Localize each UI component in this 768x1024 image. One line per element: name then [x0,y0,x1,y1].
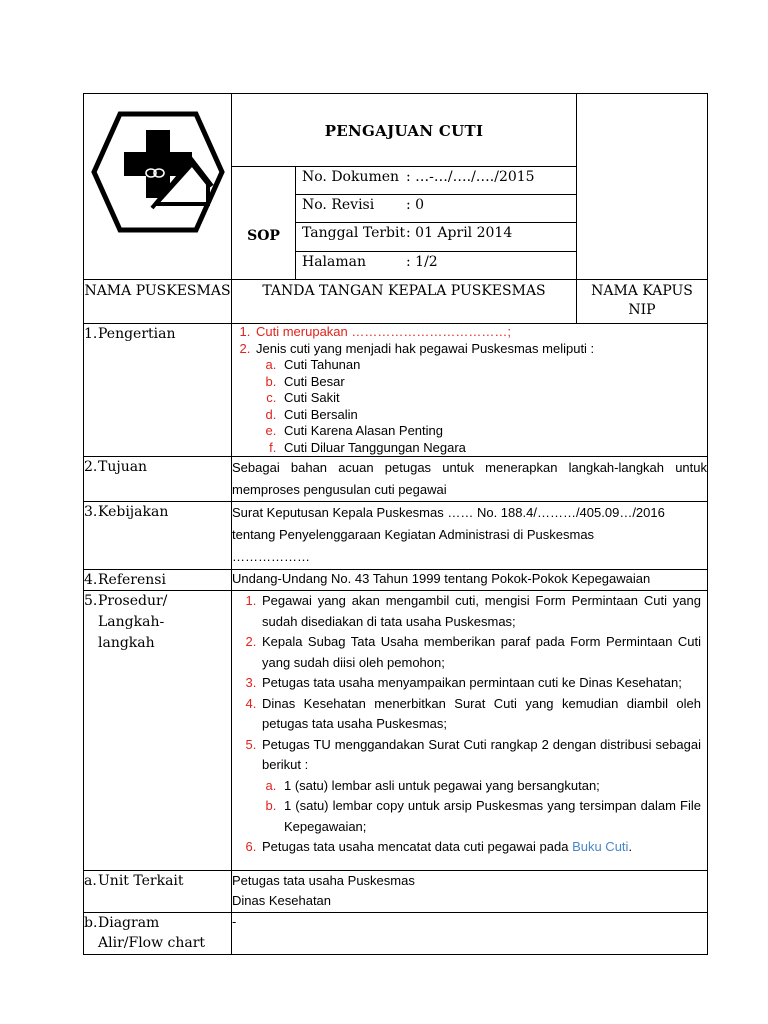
list-item: Petugas tata usaha Puskesmas [232,873,415,888]
meta-key: Tanggal Terbit [302,225,406,242]
kebijakan-line: Surat Keputusan Kepala Puskesmas …… No. 188.4/………/405.09…/2016 [232,505,665,520]
meta-table [296,167,576,279]
referensi-text: Undang-Undang No. 43 Tahun 1999 tentang Pokok-Pokok Kepegawaian [232,571,651,586]
meta-value: : 01 April 2014 [406,225,513,242]
list-item: c. Cuti Sakit [280,390,707,407]
meta-row [296,251,576,279]
section-number: 2. [84,459,98,475]
section-label-prosedur [84,591,232,871]
section-title [98,913,205,953]
list-item: 1. Pegawai yang akan mengambil cuti, mengisi Form Permintaan Cuti yang sudah disediakan di tata usaha Puskesmas; [260,591,701,632]
pengertian-content [232,324,708,457]
list-item: e. Cuti Karena Alasan Penting [280,423,707,440]
list-item-end: . [628,839,633,854]
prosedur-label-line: Langkah- [98,614,165,630]
list-item: a. Cuti Tahunan [280,357,707,374]
page-title: PENGAJUAN CUTI [324,122,484,140]
list-item: d. Cuti Bersalin [280,407,707,424]
section-number: a. [84,873,97,889]
meta-key: No. Revisi [302,197,375,214]
meta-block [232,166,576,279]
prosedur-label-line: Prosedur/ [98,593,168,609]
section-number: 4. [84,572,98,588]
kebijakan-line: tentang Penyelenggaraan Kegiatan Administrasi di Puskesmas [232,527,595,542]
meta-value: : …-…/…./…./2015 [406,169,535,185]
nama-puskesmas-cell [84,280,232,324]
list-item-text: Petugas tata usaha mencatat data cuti pegawai pada [262,839,573,854]
section-title: Referensi [98,572,166,588]
meta-key: Halaman [302,253,367,270]
section-title: Tujuan [98,459,148,475]
tujuan-text: Sebagai bahan acuan petugas untuk menerapkan langkah-langkah untuk memproses pengusulan cuti pegawai [232,460,707,497]
sop-label: SOP [232,167,296,279]
nama-puskesmas-label: NAMA PUSKESMAS [84,283,231,299]
meta-value: : 0 [406,197,425,214]
unit-terkait-content [232,871,708,913]
sop-table [83,93,708,955]
signature-cell [232,280,577,324]
list-item [260,735,701,838]
logo-cell [84,94,232,280]
referensi-content [232,570,708,591]
list-item: 2. Kepala Subag Tata Usaha memberikan paraf pada Form Permintaan Cuti yang sudah diisi oleh pemohon; [260,632,701,673]
section-label-unit-terkait [84,871,232,913]
section-number: 5. [84,593,98,609]
kebijakan-line: ……………… [232,549,310,564]
meta-row [296,223,576,251]
diagram-content [232,913,708,955]
list-item: f. Cuti Diluar Tanggungan Negara [280,440,707,457]
diagram-label-line: Diagram [98,915,160,931]
section-label-diagram [84,913,232,955]
diagram-label-line: Alir/Flow chart [98,935,206,951]
section-number: 1. [84,326,98,342]
title-cell [232,94,577,280]
meta-value: : 1/2 [406,253,438,270]
buku-cuti-link[interactable]: Buku Cuti [572,839,629,854]
meta-row [296,195,576,223]
list-item: b. Cuti Besar [280,374,707,391]
header-right-cell [577,94,708,280]
list-item: 3. Petugas tata usaha menyampaikan permintaan cuti ke Dinas Kesehatan; [260,673,701,694]
list-item [254,341,707,358]
list-item: b. 1 (satu) lembar copy untuk arsip Puskesmas yang tersimpan dalam File Kepegawaian; [280,796,701,837]
kebijakan-content [232,502,708,570]
list-item [260,837,701,858]
prosedur-label-line: langkah [98,635,155,651]
section-title [98,591,167,654]
section-label-tujuan [84,457,232,502]
section-title: Unit Terkait [98,873,184,889]
section-title: Kebijakan [98,504,169,520]
list-item-text: Petugas TU menggandakan Surat Cuti rangkap 2 dengan distribusi sebagai berikut : [262,736,701,772]
list-item: 1. Cuti merupakan ………………………………; [254,324,707,341]
meta-row [296,167,576,195]
list-item: Dinas Kesehatan [232,893,332,908]
list-item: 4. Dinas Kesehatan menerbitkan Surat Cuti yang kemudian diambil oleh petugas tata usaha Puskesmas; [260,694,701,735]
puskesmas-logo-icon [84,94,232,252]
list-item-text: Jenis cuti yang menjadi hak pegawai Puskesmas meliputi : [256,340,595,356]
meta-key: No. Dokumen [302,169,400,185]
nip-label: NIP [628,302,656,318]
section-label-referensi [84,570,232,591]
tanda-tangan-label: TANDA TANGAN KEPALA PUSKESMAS [262,283,546,299]
section-number: 3. [84,504,98,520]
diagram-text: - [232,914,237,929]
nama-kapus-label: NAMA KAPUS [591,283,693,299]
prosedur-content [232,591,708,871]
tujuan-content [232,457,708,502]
list-item: a. 1 (satu) lembar asli untuk pegawai yang bersangkutan; [280,776,701,797]
section-title: Pengertian [98,326,176,342]
sop-document [83,93,707,951]
section-label-kebijakan [84,502,232,570]
nama-kapus-cell [577,280,708,324]
section-number: b. [84,915,98,931]
section-label-pengertian [84,324,232,457]
